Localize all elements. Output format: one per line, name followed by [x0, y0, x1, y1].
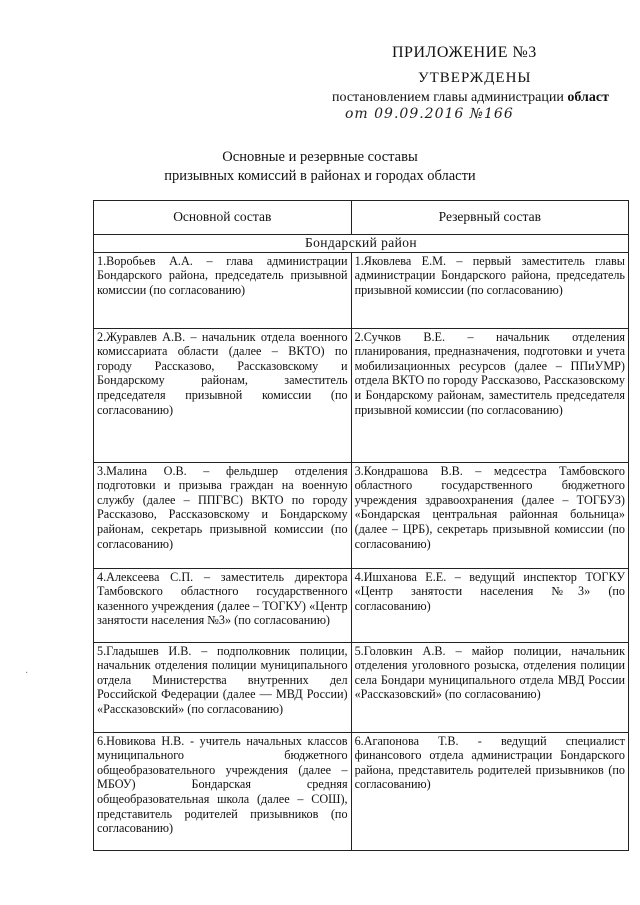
main-member-cell: 4.Алексеева С.П. – заместитель директора Тамбовского областного государственного казенного учреждения (далее – ТОГКУ) «Центр занятости населения №3» (по согласованию): [94, 568, 352, 642]
document-title: [0, 148, 640, 186]
column-main-header: Основной состав: [94, 201, 352, 235]
approved-label: УТВЕРЖДЕНЫ: [418, 70, 532, 86]
reserve-member-cell: 4.Ишханова Е.Е. – ведущий инспектор ТОГКУ «Центр занятости населения №3» (по согласованию): [351, 568, 628, 642]
column-reserve-header: Резервный состав: [351, 201, 628, 235]
table-row: [94, 462, 629, 568]
decree-line: [332, 90, 609, 106]
table-row: [94, 732, 629, 850]
table-row: [94, 328, 629, 462]
main-member-cell: 1.Воробьев А.А. – глава администрации Бондарского района, председатель призывной комиссии (по согласованию): [94, 252, 352, 328]
margin-dot: ·: [25, 668, 29, 679]
table-row: [94, 568, 629, 642]
table-row: [94, 642, 629, 732]
title-line-1: Основные и резервные составы: [222, 149, 418, 165]
title-line-2: призывных комиссий в районах и городах области: [164, 168, 476, 184]
commission-table: [93, 200, 629, 851]
reserve-member-cell: 6.Агапонова Т.В. - ведущий специалист финансового отдела администрации Бондарского района, представитель родителей призывников (по согласованию): [351, 732, 628, 850]
reserve-member-cell: 5.Головкин А.В. – майор полиции, начальник отделения уголовного розыска, отделения полиции села Бондари муниципального отдела МВД России «Рассказовский» (по согласованию): [351, 642, 628, 732]
appendix-number: ПРИЛОЖЕНИЕ №3: [392, 44, 537, 61]
handwritten-date: от 09.09.2016 №166: [345, 106, 514, 122]
table-header-row: [94, 201, 629, 235]
district-row: [94, 235, 629, 253]
main-member-cell: 3.Малина О.В. – фельдшер отделения подготовки и призыва граждан на военную службу (далее – ППГВС) ВКТО по городу Рассказово, Рассказовскому и Бондарскому районам, секретарь призывной комиссии (по согласованию): [94, 462, 352, 568]
district-name: Бондарский район: [94, 235, 629, 253]
table-row: [94, 252, 629, 328]
decree-text: постановлением главы администрации: [332, 90, 564, 105]
decree-region: област: [567, 90, 609, 105]
main-member-cell: 6.Новикова Н.В. - учитель начальных классов муниципального бюджетного общеобразовательного учреждения (далее – МБОУ) Бондарская средняя общеобразовательная школа (далее – СОШ), представитель родителей призывников (по согласованию): [94, 732, 352, 850]
main-member-cell: 2.Журавлев А.В. – начальник отдела военного комиссариата области (далее – ВКТО) по городу Рассказово, Рассказовскому и Бондарскому районам, заместитель председателя призывной комиссии (по согласованию): [94, 328, 352, 462]
reserve-member-cell: 3.Кондрашова В.В. – медсестра Тамбовского областного государственного бюджетного учреждения здравоохранения (далее – ТОГБУЗ) «Бондарская центральная районная больница» (далее – ЦРБ), секретарь призывной комиссии (по согласованию): [351, 462, 628, 568]
reserve-member-cell: 1.Яковлева Е.М. – первый заместитель главы администрации Бондарского района, председатель призывной комиссии (по согласованию): [351, 252, 628, 328]
reserve-member-cell: 2.Сучков В.Е. – начальник отделения планирования, предназначения, подготовки и учета мобилизационных ресурсов (далее – ППиУМР) отдела ВКТО по городу Рассказово, Рассказовскому и Бондарскому районам, заместитель председателя призывной комиссии (по согласованию): [351, 328, 628, 462]
main-member-cell: 5.Гладышев И.В. – подполковник полиции, начальник отделения полиции муниципального отдела Министерства внутренних дел Российской Федерации (далее — МВД России) «Рассказовский» (по согласованию): [94, 642, 352, 732]
